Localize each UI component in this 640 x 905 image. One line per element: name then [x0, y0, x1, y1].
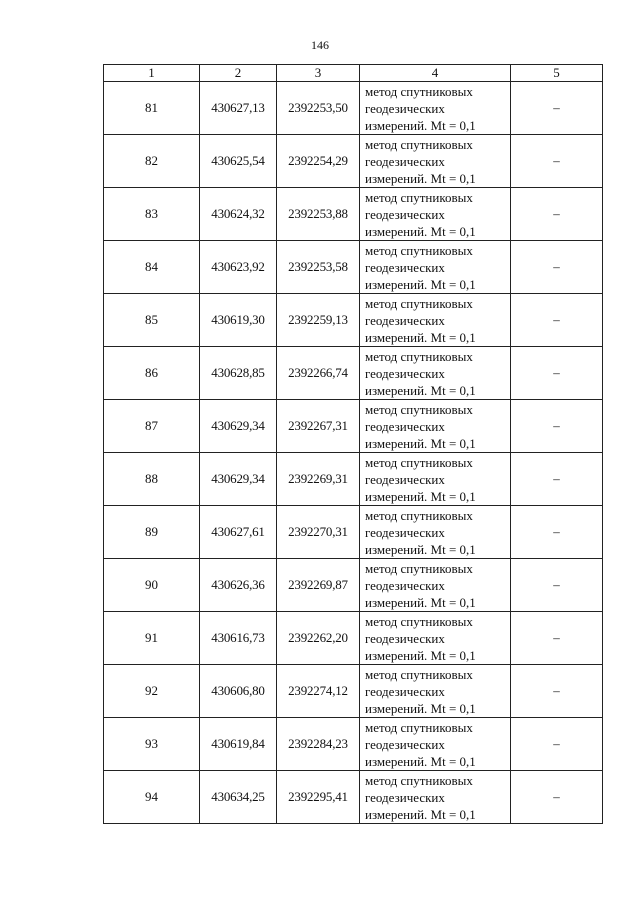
- method-cell: [360, 135, 511, 188]
- method-line-3: измерений. Mt = 0,1: [365, 594, 476, 610]
- x-coordinate-cell: 430629,34: [200, 453, 277, 506]
- method-cell: [360, 82, 511, 135]
- table-row: [104, 612, 603, 665]
- column-5-cell: –: [511, 347, 603, 400]
- column-header-4: 4: [360, 65, 511, 82]
- point-number-cell: 85: [104, 294, 200, 347]
- method-cell: [360, 771, 511, 824]
- method-line-2: геодезических: [365, 418, 445, 434]
- y-coordinate-cell: 2392262,20: [277, 612, 360, 665]
- y-coordinate-cell: 2392295,41: [277, 771, 360, 824]
- y-coordinate-cell: 2392266,74: [277, 347, 360, 400]
- x-coordinate-cell: 430623,92: [200, 241, 277, 294]
- method-line-3: измерений. Mt = 0,1: [365, 541, 476, 557]
- table-row: [104, 665, 603, 718]
- method-line-2: геодезических: [365, 206, 445, 222]
- method-line-3: измерений. Mt = 0,1: [365, 806, 476, 822]
- x-coordinate-cell: 430627,13: [200, 82, 277, 135]
- method-line-3: измерений. Mt = 0,1: [365, 223, 476, 239]
- method-line-3: измерений. Mt = 0,1: [365, 170, 476, 186]
- method-line-1: метод спутниковых: [365, 295, 473, 311]
- column-5-cell: –: [511, 135, 603, 188]
- method-line-3: измерений. Mt = 0,1: [365, 117, 476, 133]
- point-number-cell: 81: [104, 82, 200, 135]
- column-5-cell: –: [511, 665, 603, 718]
- table-row: [104, 771, 603, 824]
- column-5-cell: –: [511, 771, 603, 824]
- point-number-cell: 91: [104, 612, 200, 665]
- table-row: [104, 506, 603, 559]
- table-row: [104, 294, 603, 347]
- column-5-cell: –: [511, 241, 603, 294]
- page-number: 146: [311, 38, 329, 52]
- method-line-1: метод спутниковых: [365, 454, 473, 470]
- x-coordinate-cell: 430624,32: [200, 188, 277, 241]
- table-row: [104, 347, 603, 400]
- method-line-2: геодезических: [365, 789, 445, 805]
- method-line-1: метод спутниковых: [365, 136, 473, 152]
- method-line-2: геодезических: [365, 630, 445, 646]
- method-line-2: геодезических: [365, 312, 445, 328]
- point-number-cell: 87: [104, 400, 200, 453]
- column-5-cell: –: [511, 718, 603, 771]
- column-5-cell: –: [511, 400, 603, 453]
- method-line-3: измерений. Mt = 0,1: [365, 647, 476, 663]
- method-line-3: измерений. Mt = 0,1: [365, 488, 476, 504]
- method-line-3: измерений. Mt = 0,1: [365, 753, 476, 769]
- method-line-1: метод спутниковых: [365, 719, 473, 735]
- column-5-cell: –: [511, 82, 603, 135]
- x-coordinate-cell: 430626,36: [200, 559, 277, 612]
- point-number-cell: 90: [104, 559, 200, 612]
- table-body: [104, 82, 603, 824]
- method-cell: [360, 718, 511, 771]
- y-coordinate-cell: 2392253,88: [277, 188, 360, 241]
- y-coordinate-cell: 2392270,31: [277, 506, 360, 559]
- method-line-3: измерений. Mt = 0,1: [365, 329, 476, 345]
- y-coordinate-cell: 2392253,58: [277, 241, 360, 294]
- method-cell: [360, 294, 511, 347]
- column-header-2: 2: [200, 65, 277, 82]
- method-line-1: метод спутниковых: [365, 560, 473, 576]
- method-line-1: метод спутниковых: [365, 401, 473, 417]
- x-coordinate-cell: 430628,85: [200, 347, 277, 400]
- x-coordinate-cell: 430627,61: [200, 506, 277, 559]
- method-line-1: метод спутниковых: [365, 507, 473, 523]
- table-row: [104, 718, 603, 771]
- method-line-2: геодезических: [365, 736, 445, 752]
- table-row: [104, 241, 603, 294]
- table-row: [104, 453, 603, 506]
- point-number-cell: 94: [104, 771, 200, 824]
- method-line-2: геодезических: [365, 259, 445, 275]
- table-row: [104, 188, 603, 241]
- column-5-cell: –: [511, 453, 603, 506]
- x-coordinate-cell: 430629,34: [200, 400, 277, 453]
- method-line-1: метод спутниковых: [365, 613, 473, 629]
- column-5-cell: –: [511, 559, 603, 612]
- column-header-3: 3: [277, 65, 360, 82]
- method-cell: [360, 400, 511, 453]
- method-line-2: геодезических: [365, 100, 445, 116]
- x-coordinate-cell: 430634,25: [200, 771, 277, 824]
- method-line-1: метод спутниковых: [365, 772, 473, 788]
- y-coordinate-cell: 2392254,29: [277, 135, 360, 188]
- point-number-cell: 88: [104, 453, 200, 506]
- point-number-cell: 82: [104, 135, 200, 188]
- method-cell: [360, 241, 511, 294]
- x-coordinate-cell: 430625,54: [200, 135, 277, 188]
- method-line-1: метод спутниковых: [365, 83, 473, 99]
- table-row: [104, 135, 603, 188]
- table-row: [104, 400, 603, 453]
- method-line-2: геодезических: [365, 683, 445, 699]
- column-5-cell: –: [511, 506, 603, 559]
- method-line-2: геодезических: [365, 153, 445, 169]
- y-coordinate-cell: 2392274,12: [277, 665, 360, 718]
- table-row: [104, 559, 603, 612]
- point-number-cell: 84: [104, 241, 200, 294]
- y-coordinate-cell: 2392269,31: [277, 453, 360, 506]
- y-coordinate-cell: 2392267,31: [277, 400, 360, 453]
- method-cell: [360, 453, 511, 506]
- x-coordinate-cell: 430619,30: [200, 294, 277, 347]
- x-coordinate-cell: 430606,80: [200, 665, 277, 718]
- point-number-cell: 93: [104, 718, 200, 771]
- method-line-1: метод спутниковых: [365, 189, 473, 205]
- column-5-cell: –: [511, 294, 603, 347]
- column-header-5: 5: [511, 65, 603, 82]
- y-coordinate-cell: 2392259,13: [277, 294, 360, 347]
- column-5-cell: –: [511, 612, 603, 665]
- point-number-cell: 83: [104, 188, 200, 241]
- method-line-3: измерений. Mt = 0,1: [365, 700, 476, 716]
- method-line-2: геодезических: [365, 524, 445, 540]
- method-line-3: измерений. Mt = 0,1: [365, 276, 476, 292]
- point-number-cell: 86: [104, 347, 200, 400]
- x-coordinate-cell: 430619,84: [200, 718, 277, 771]
- method-cell: [360, 665, 511, 718]
- method-line-2: геодезических: [365, 577, 445, 593]
- method-line-2: геодезических: [365, 471, 445, 487]
- column-5-cell: –: [511, 188, 603, 241]
- point-number-cell: 89: [104, 506, 200, 559]
- y-coordinate-cell: 2392269,87: [277, 559, 360, 612]
- method-line-3: измерений. Mt = 0,1: [365, 435, 476, 451]
- method-line-2: геодезических: [365, 365, 445, 381]
- method-line-1: метод спутниковых: [365, 242, 473, 258]
- y-coordinate-cell: 2392284,23: [277, 718, 360, 771]
- method-cell: [360, 188, 511, 241]
- method-line-1: метод спутниковых: [365, 348, 473, 364]
- coordinates-table: [103, 64, 603, 824]
- method-line-1: метод спутниковых: [365, 666, 473, 682]
- point-number-cell: 92: [104, 665, 200, 718]
- method-cell: [360, 506, 511, 559]
- table-header-row: [104, 65, 603, 82]
- method-cell: [360, 347, 511, 400]
- table-row: [104, 82, 603, 135]
- method-line-3: измерений. Mt = 0,1: [365, 382, 476, 398]
- method-cell: [360, 612, 511, 665]
- y-coordinate-cell: 2392253,50: [277, 82, 360, 135]
- column-header-1: 1: [104, 65, 200, 82]
- method-cell: [360, 559, 511, 612]
- x-coordinate-cell: 430616,73: [200, 612, 277, 665]
